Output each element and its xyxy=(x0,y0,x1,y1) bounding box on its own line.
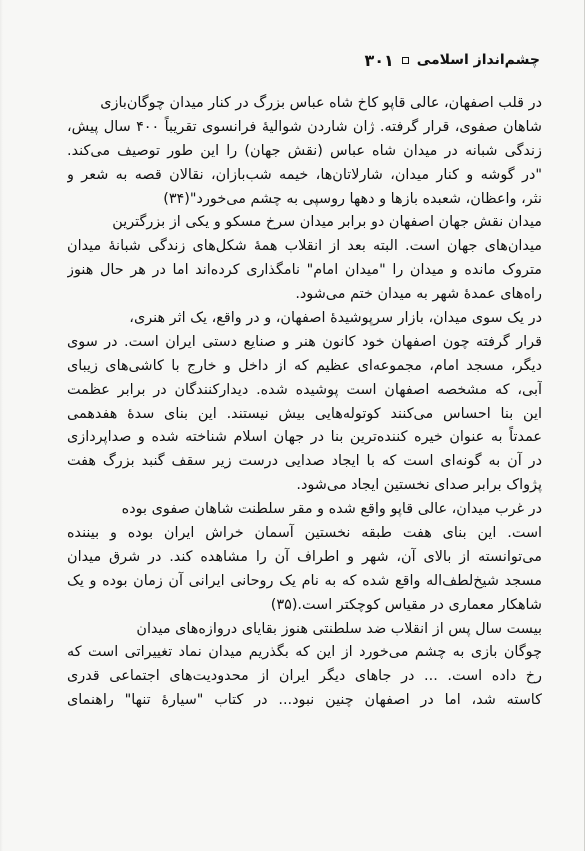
text-line: مسجد شیخ‌لطف‌اله واقع شده که به نام یک روحانی ایرانی آن زمان بوده و یک xyxy=(67,572,542,589)
text-line: پژواک برابر صدای نخستین ایجاد می‌شود. xyxy=(296,477,542,494)
text-line: در غرب میدان، عالی قاپو واقع شده و مقر سلطنت شاهان صفوی بوده xyxy=(121,501,542,518)
text-line: در قلب اصفهان، عالی قاپو کاخ شاه عباس بزرگ در کنار میدان چوگان‌بازی xyxy=(100,95,542,111)
paragraph-4 xyxy=(67,498,542,617)
text-line: دیگر، مسجد امام، مجموعه‌ای عظیم که از داخل و خارج با کاشی‌های زیبای xyxy=(67,357,542,374)
paragraph-1 xyxy=(67,92,542,211)
text-line: عمدتاً به عنوان خیره کننده‌ترین بنا در جهان اسلام شناخته شده و صداپردازی xyxy=(67,429,542,446)
text-line: نثر، واعظان، شعبده بازها و دهها روسپی به چشم می‌خورد"(۳۴) xyxy=(163,190,542,207)
header-separator-square-icon xyxy=(402,57,409,64)
page-header xyxy=(67,48,540,72)
text-line: آبی، که مشخصه اصفهان است پوشیده شده. دیدارکنندگان در برابر عظمت xyxy=(67,381,542,398)
text-line: بیست سال پس از انقلاب ضد سلطنتی هنوز بقایای دروازه‌های میدان xyxy=(136,620,542,637)
text-line: زندگی شبانه در میدان شاه عباس (نقش جهان) را این طور توصیف می‌کند. xyxy=(67,142,542,159)
text-line: میدان نقش جهان اصفهان دو برابر میدان سرخ مسکو و یکی از بزرگترین xyxy=(112,214,542,231)
body-text xyxy=(67,92,542,713)
text-line: کاسته شد، اما در اصفهان چنین نبود... در کتاب "سیارهٔ تنها" راهنمای xyxy=(67,692,542,709)
text-line: شاهکار معماری در مقیاس کوچکتر است.(۳۵) xyxy=(270,596,542,613)
paragraph-5 xyxy=(67,618,542,714)
text-line: میدان‌های جهان است. البته بعد از انقلاب همهٔ شکل‌های زندگی شبانهٔ میدان xyxy=(67,238,542,255)
text-line: "در گوشه و کنار میدان، شارلاتان‌ها، خیمه شب‌بازان، نقالان قصه به شعر و xyxy=(67,166,542,183)
page-number: ۳۰۱ xyxy=(364,50,394,70)
paragraph-3 xyxy=(67,307,542,498)
text-line: چوگان بازی به چشم می‌خورد از این که بگذریم میدان نماد تغییراتی است که xyxy=(67,644,542,661)
text-line: در یک سوی میدان، بازار سرپوشیدهٔ اصفهان، و در واقع، یک اثر هنری، xyxy=(129,310,542,327)
text-line: این بنا احساس می‌کنند کوتوله‌هایی بیش نیستند. این بنای سدهٔ هفدهمی xyxy=(67,405,542,422)
text-line: شاهان صفوی، قرار گرفته. ژان شاردن شوالیهٔ فرانسوی تقریباً ۴۰۰ سال پیش، xyxy=(67,118,542,135)
scan-left-shadow xyxy=(0,0,3,851)
text-line: می‌توانسته از بالای آن، شهر و اطراف آن را مشاهده کند. در شرق میدان xyxy=(67,548,542,565)
text-line: در آن به گونه‌ای است که با ایجاد صدایی درست زیر سقف گنبد بزرگ هفت xyxy=(67,453,542,470)
text-line: رخ داده است. ... در جاهای دیگر ایران از محدودیت‌های اجتماعی قدری xyxy=(67,668,542,685)
text-line: متروک مانده و میدان را "میدان امام" نامگذاری کرده‌اند اما در هر حال هنوز xyxy=(67,262,542,279)
text-line: است. این بنای هفت طبقه نخستین آسمان خراش ایران بوده و بیننده xyxy=(67,525,542,542)
text-line: قرار گرفته چون اصفهان خود کانون هنر و صنایع دستی ایران است. در سوی xyxy=(67,333,542,350)
running-title: چشم‌انداز اسلامی xyxy=(416,52,540,68)
text-line: راه‌های عمدهٔ شهر به میدان ختم می‌شود. xyxy=(295,286,542,303)
paragraph-2 xyxy=(67,211,542,307)
